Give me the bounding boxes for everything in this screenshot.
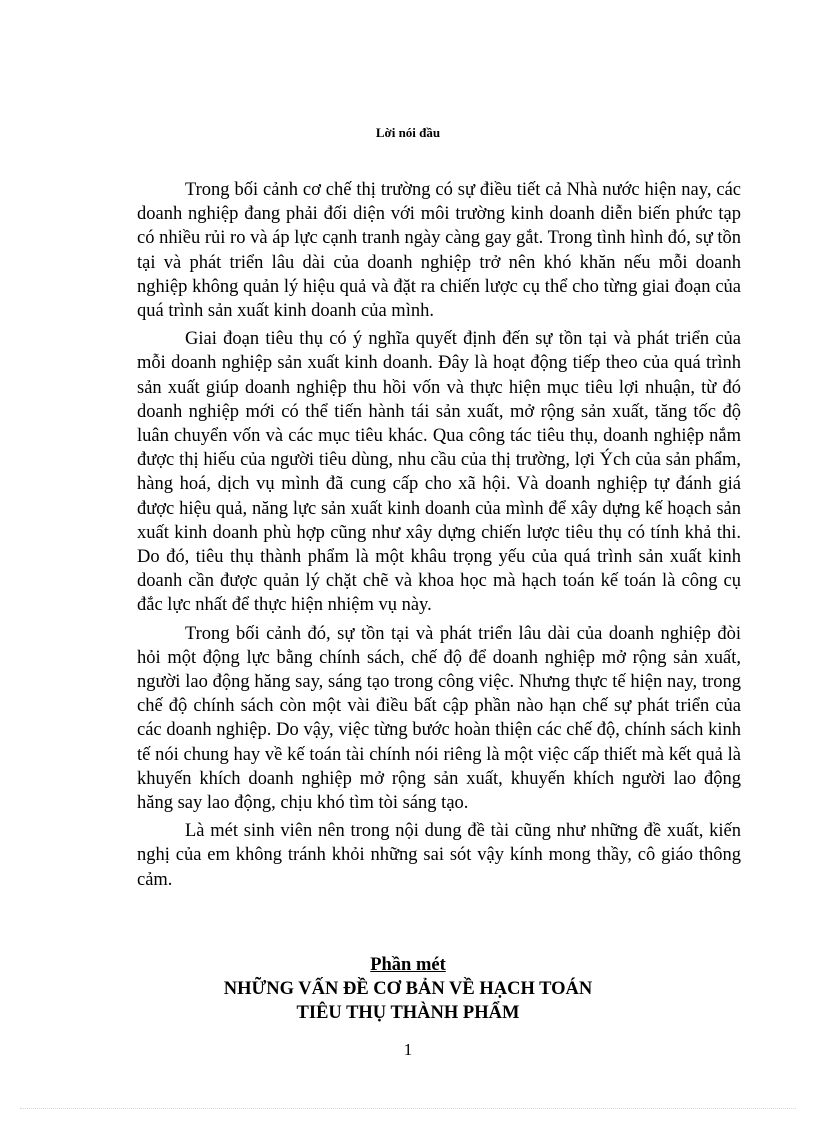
paragraph: Là mét sinh viên nên trong nội dung đề tài cũng như những đề xuất, kiến nghị của em không tránh khỏi những sai sót vậy kính mong thầy, cô giáo thông cảm. xyxy=(137,821,741,890)
body-text xyxy=(137,178,741,896)
paragraph: Trong bối cảnh đó, sự tồn tại và phát triển lâu dài của doanh nghiệp đòi hỏi một động lực bằng chính sách, chế độ để doanh nghiệp mở rộng sản xuất, người lao động hăng say, sáng tạo trong công việc. Nhưng thực tế hiện nay, trong chế độ chính sách còn một vài điều bất cập phần nào hạn chế sự phát triển của các doanh nghiệp. Do vậy, việc từng bước hoàn thiện các chế độ, chính sách kinh tế nói chung hay về kế toán tài chính nói riêng là một việc cấp thiết mà kết quả là khuyến khích doanh nghiệp mở rộng sản xuất, khuyến khích người lao động hăng say lao động, chịu khó tìm tòi sáng tạo. xyxy=(137,623,741,814)
preface-title: Lời nói đầu xyxy=(375,125,441,140)
page-number: 1 xyxy=(403,1040,413,1059)
paragraph: Giai đoạn tiêu thụ có ý nghĩa quyết định đến sự tồn tại và phát triển của mỗi doanh nghiệp sản xuất kinh doanh. Đây là hoạt động tiếp theo của quá trình sản xuất giúp doanh nghiệp thu hồi vốn và thực hiện mục tiêu lợi nhuận, từ đó doanh nghiệp mới có thể tiến hành tái sản xuất, mở rộng sản xuất, tăng tốc độ luân chuyển vốn và các mục tiêu khác. Qua công tác tiêu thụ, doanh nghiệp nắm được thị hiếu của người tiêu dùng, nhu cầu của thị trường, lợi Ých của sản phẩm, hàng hoá, dịch vụ mình đã cung cấp cho xã hội. Và doanh nghiệp tự đánh giá được hiệu quả, năng lực sản xuất kinh doanh của mình để xây dựng kế hoạch sản xuất kinh doanh phù hợp cũng như xây dựng chiến lược tiêu thụ có tính khả thi. Do đó, tiêu thụ thành phẩm là một khâu trọng yếu của quá trình sản xuất kinh doanh cần được quản lý chặt chẽ và khoa học mà hạch toán kế toán là công cụ đắc lực nhất để thực hiện nhiệm vụ này. xyxy=(137,329,741,616)
part-title-line-2: TIÊU THỤ THÀNH PHẨM xyxy=(296,1003,520,1023)
footer-divider xyxy=(20,1108,796,1109)
part-label: Phần mét xyxy=(370,955,446,975)
paragraph: Trong bối cảnh cơ chế thị trường có sự điều tiết cả Nhà nước hiện nay, các doanh nghiệp đang phải đối diện với môi trường kinh doanh diễn biến phức tạp có nhiều rủi ro và áp lực cạnh tranh ngày càng gay gắt. Trong tình hình đó, sự tồn tại và phát triển lâu dài của doanh nghiệp trở nên khó khăn nếu mỗi doanh nghiệp không quản lý hiệu quả và đặt ra chiến lược cụ thể cho từng giai đoạn của quá trình sản xuất kinh doanh của mình. xyxy=(137,180,741,322)
part-heading xyxy=(0,953,816,1025)
part-title-line-1: NHỮNG VẤN ĐỀ CƠ BẢN VỀ HẠCH TOÁN xyxy=(223,979,593,999)
